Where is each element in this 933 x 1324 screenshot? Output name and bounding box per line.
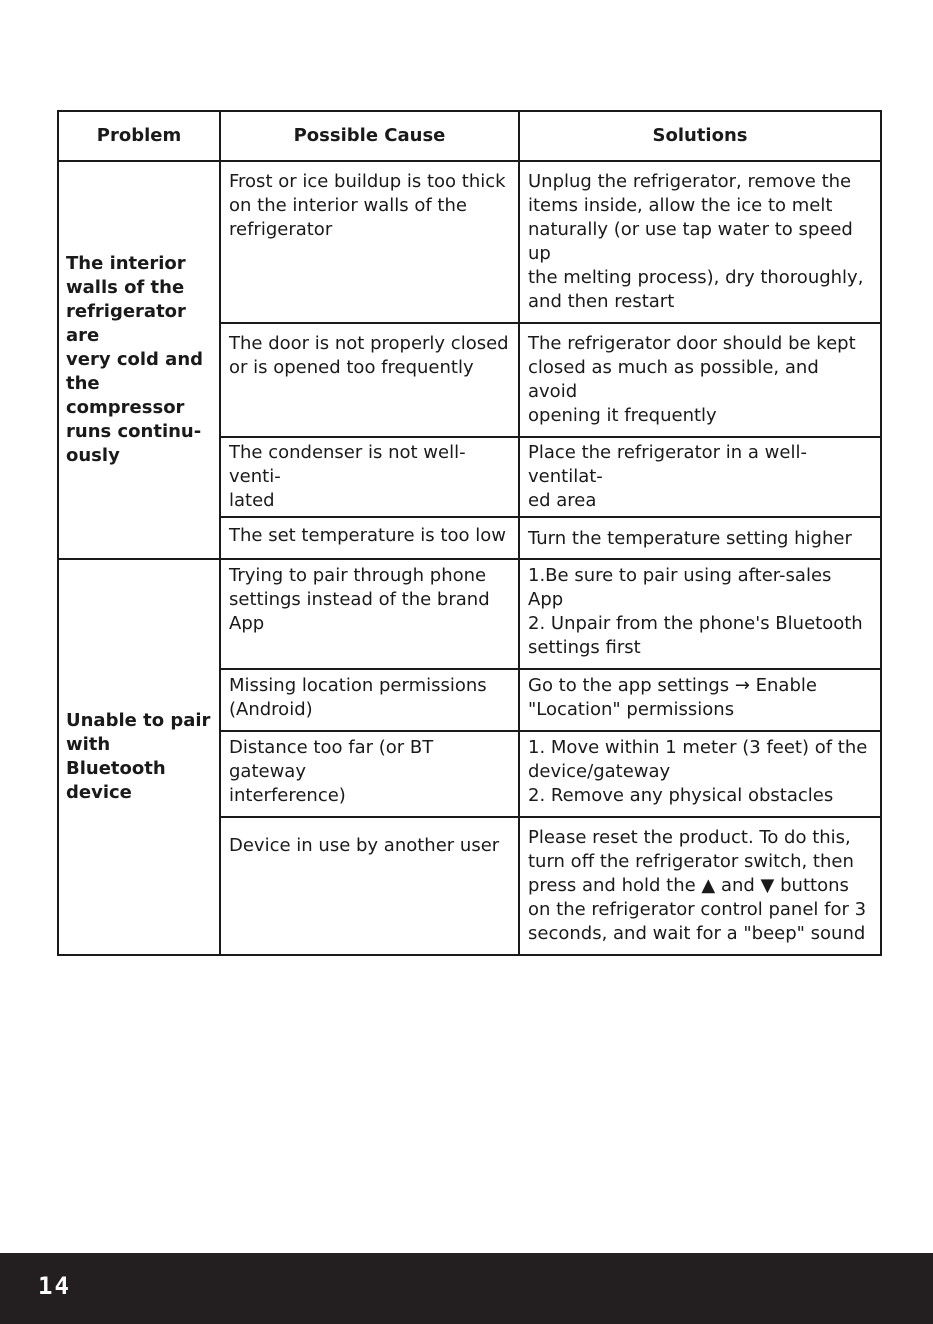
troubleshooting-table	[57, 110, 882, 956]
solution-cell: Place the refrigerator in a well-ventilat- ed area	[519, 437, 881, 517]
solution-cell: 1. Move within 1 meter (3 feet) of the device/gateway 2. Remove any physical obstacles	[519, 731, 881, 817]
solution-cell: The refrigerator door should be kept closed as much as possible, and avoid opening it frequently	[519, 323, 881, 437]
cause-cell: Distance too far (or BT gateway interference)	[220, 731, 519, 817]
cause-cell: Device in use by another user	[220, 817, 519, 955]
cause-cell: Trying to pair through phone settings instead of the brand App	[220, 559, 519, 669]
solution-cell: 1.Be sure to pair using after-sales App 2. Unpair from the phone's Bluetooth settings first	[519, 559, 881, 669]
cause-cell: Frost or ice buildup is too thick on the interior walls of the refrigerator	[220, 161, 519, 323]
table-row	[58, 559, 881, 669]
cause-cell: The set temperature is too low	[220, 517, 519, 559]
page-footer-bar	[0, 1253, 933, 1324]
table-header-row	[58, 111, 881, 161]
solution-cell: Go to the app settings → Enable "Location" permissions	[519, 669, 881, 731]
solution-cell: Please reset the product. To do this, turn off the refrigerator switch, then press and hold the ▲ and ▼ buttons on the refrigerator control panel for 3 seconds, and wait for a "beep" sound	[519, 817, 881, 955]
problem-cell: The interior walls of the refrigerator are very cold and the compressor runs continu- ously	[58, 161, 220, 559]
cause-cell: The condenser is not well-venti- lated	[220, 437, 519, 517]
header-possible-cause: Possible Cause	[220, 111, 519, 161]
header-solutions: Solutions	[519, 111, 881, 161]
solution-cell: Unplug the refrigerator, remove the items inside, allow the ice to melt naturally (or use tap water to speed up the melting process), dry thoroughly, and then restart	[519, 161, 881, 323]
problem-cell: Unable to pair with Bluetooth device	[58, 559, 220, 955]
page-number: 14	[38, 1272, 71, 1300]
solution-cell: Turn the temperature setting higher	[519, 517, 881, 559]
header-problem: Problem	[58, 111, 220, 161]
cause-cell: Missing location permissions (Android)	[220, 669, 519, 731]
table-row	[58, 161, 881, 323]
cause-cell: The door is not properly closed or is opened too frequently	[220, 323, 519, 437]
